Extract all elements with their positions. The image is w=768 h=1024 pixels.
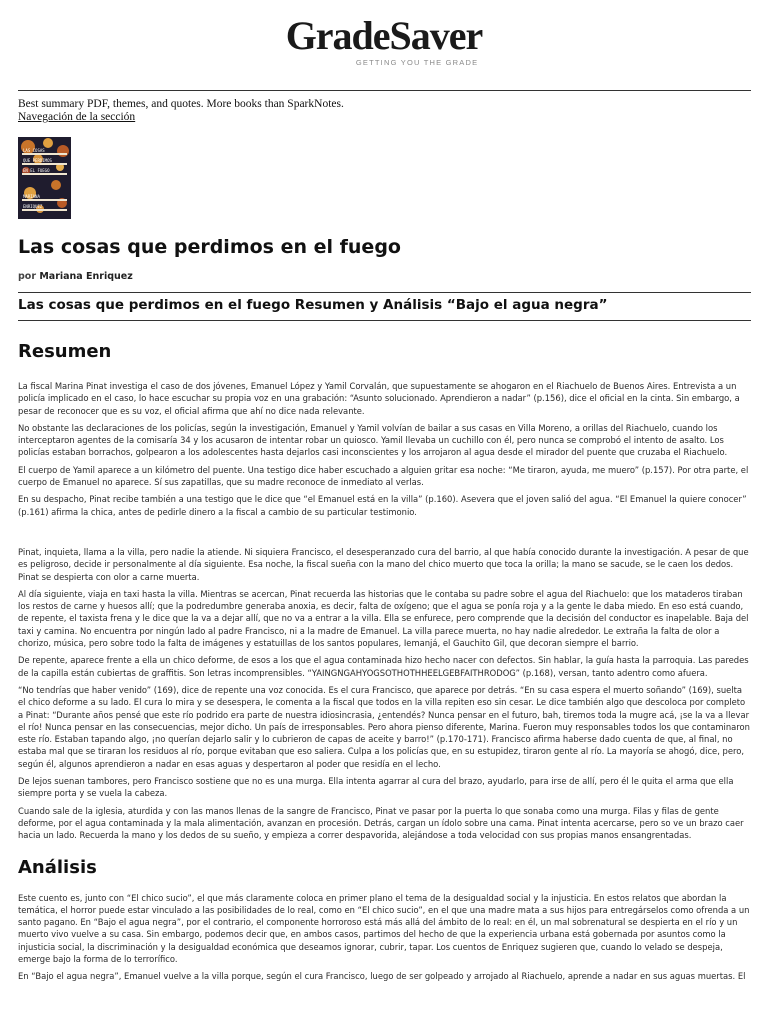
author-link[interactable]: Mariana Enriquez [39, 271, 133, 282]
summary-paragraph: Al día siguiente, viaja en taxi hasta la villa. Mientras se acercan, Pinat recuerda las historias que le contaba su padre sobre el agua del Riachuelo: que los mataderos tiraban los restos de carne y huesos allí; que la podredumbre generaba anoxia, es decir, falta de oxígeno; que el agua se ponía roja y a la gente le daba miedo. En eso está cuando, de repente, el taxista frena y le dice que la va a dejar allí, que no va a entrar a la villa. Ella se enfurece, pero comprende que la decisión del conductor es inapelable. Baja del taxi y camina. No encuentra por ningún lado al padre Francisco, ni a la madre de Emanuel. La villa parece muerta, no hay nadie alrededor. Le extraña la falta de olor a chorizo, música, pero sobre todo la falta de imágenes y estatuillas de los santos populares, Iemanjá, el Gauchito Gil, que decoran siempre el barrio. [18, 588, 749, 649]
section-title: Las cosas que perdimos en el fuego Resumen y Análisis “Bajo el agua negra” [18, 297, 608, 313]
cover-text-4: MARIANA [23, 194, 40, 199]
section-divider-bottom [18, 320, 751, 321]
byline-prefix: por [18, 271, 37, 282]
cover-text-3: EN EL FUEGO [23, 168, 50, 173]
analysis-paragraph: Este cuento es, junto con “El chico sucio”, el que más claramente coloca en primer plano el tema de la desigualdad social y la injusticia. En estos relatos que abordan la temática, el horror puede estar vinculado a las posibilidades de lo real, como en “El chico sucio”, en el que una madre mata a sus hijos para entregárselos como ofrenda a un santo pagano. En “Bajo el agua negra”, por el contrario, el componente horroroso está más allá del ámbito de lo real: en él, un mal sobrenatural se despierta en el río y un muerto vivo vuelve a su casa. Sin embargo, podemos decir que, en ambos casos, partimos del hecho de que la experiencia urbana está gobernada por asuntos como la injusticia social, la discriminación y la desigualdad económica que deseamos ignorar, cubrir, tapar. Los cuentos de Enriquez sugieren que, cuando lo velado se despeja, emerge bajo la forma de lo terrorífico. [18, 892, 750, 964]
summary-paragraph: De lejos suenan tambores, pero Francisco sostiene que no es una murga. Ella intenta agarrar al cura del brazo, ayudarlo, para irse de allí, pero él le quita el arma que ella siempre porta y se vuela la cabeza. [18, 776, 734, 799]
summary-paragraph: “No tendrías que haber venido” (169), dice de repente una voz conocida. Es el cura Francisco, que aparece por detrás. “En su casa espera el muerto soñando” (169), suelta el chico deforme a su lado. El cura lo mira y se desespera, le comenta a la fiscal que todos en la villa repiten eso sin cesar. Le dice también algo que descoloca por completo a Pinat: “Durante años pensé que este río podrido era parte de nuestra idiosincrasia, ¿entendés? Nunca pensar en el futuro, bah, tiremos toda la mugre acá, ¡se la va a llevar el río! Nunca pensar en las consecuencias, mejor dicho. Un país de irresponsables. Pero ahora pienso diferente, Marina. Fueron muy responsables todos los que contaminaron este río. Estaban tapando algo, ¡no querían dejarlo salir y lo cubrieron de capas de aceite y barro!” (p.170-171). Francisco afirma haberse dado cuenta de que, al final, no estaba mal que se tiraran los residuos al río, porque evitaban que eso saliera. Culpa a los policías que, en su estupidez, tiraron gente al río. La mayoría se ahogó, dice, pero, según él, algunos aprendieron a nadar en esas aguas y despertaron al poder que residía en el lecho. [18, 684, 750, 769]
section-divider-top [18, 292, 751, 293]
site-header [0, 14, 768, 76]
cover-text-2: QUE PERDIMOS [23, 158, 52, 163]
summary-paragraph: La fiscal Marina Pinat investiga el caso de dos jóvenes, Emanuel López y Yamil Corvalán, que supuestamente se ahogaron en el Riachuelo de Buenos Aires. Entrevista a un policía implicado en el caso, lo hace escuchar su propia voz en una grabación: “Asunto solucionado. Aprendieron a nadar” (p.156), dice el oficial en la cinta. Sin embargo, a pesar de reconocer que es su voz, el oficial afirma que ahí no dice nada relevante. [18, 381, 740, 416]
book-title: Las cosas que perdimos en el fuego [18, 236, 401, 258]
cover-text-5: ENRIQUEZ [23, 204, 43, 209]
book-cover-image[interactable] [18, 137, 71, 219]
analysis-heading: Análisis [18, 856, 97, 878]
summary-paragraph: No obstante las declaraciones de los policías, según la investigación, Emanuel y Yamil volvían de bailar a sus casas en Villa Moreno, a orillas del Riachuelo, cuando los interceptaron agentes de la comisaría 34 y los acusaron de intentar robar un quiosco. Yamil llevaba un cuchillo con él, pero nunca se comprobó el intento de asalto. Los policías estaban borrachos, golpearon a los adolescentes hasta dejarlos casi inconscientes y los arrojaron al agua desde el mirador del puente que cruzaba el Riachuelo. [18, 422, 728, 458]
summary-paragraph: De repente, aparece frente a ella un chico deforme, de esos a los que el agua contaminada hizo hecho nacer con defectos. Sin hablar, la guía hasta la parroquia. Las paredes de la capilla están cubiertas de graffitis. Son letras incomprensibles. “YAINGNGAHYOGSOTHOTHHEELGEBFAITHRODOG” (p.168), versan, tanto adentro como afuera. [18, 655, 749, 678]
summary-paragraph: El cuerpo de Yamil aparece a un kilómetro del puente. Una testigo dice haber escuchado a alguien gritar esa noche: “Me tiraron, ayuda, me muero” (p.157). Por otra parte, el cuerpo de Emanuel no aparece. Sí sus zapatillas, que su madre reconoce de inmediato al verlas. [18, 464, 749, 488]
analysis-paragraph: En “Bajo el agua negra”, Emanuel vuelve a la villa porque, según el cura Francisco, luego de ser golpeado y arrojado al Riachuelo, aprende a nadar en sus aguas muertas. El [18, 971, 746, 982]
logo-text: GradeSaver [285, 13, 483, 58]
summary-paragraph: Pinat, inquieta, llama a la villa, pero nadie la atiende. Ni siquiera Francisco, el desesperanzado cura del barrio, al que había conocido durante la investigación. A pesar de que es peligroso, decide ir personalmente al día siguiente. Esa noche, la fiscal sueña con la mano del chico muerto que toca la orilla; la mano se sacude, se le caen los dedos. Pinat se despierta con olor a carne muerta. [18, 546, 749, 582]
section-navigation-link[interactable]: Navegación de la sección [18, 111, 136, 123]
logo-tagline: GETTING YOU THE GRADE [355, 58, 479, 67]
promo-text: Best summary PDF, themes, and quotes. More books than SparkNotes. [18, 98, 344, 110]
cover-text-1: LAS COSAS [23, 148, 45, 153]
summary-paragraph: En su despacho, Pinat recibe también a una testigo que le dice que “el Emanuel está en la villa” (p.160). Asevera que el joven salió del agua. “El Emanuel la quiere conocer” (p.161) afirma la chica, antes de pedirle dinero a la fiscal a cambio de su particular testimonio. [18, 494, 747, 517]
byline [18, 271, 133, 282]
header-divider [18, 90, 751, 91]
summary-paragraph: Cuando sale de la iglesia, aturdida y con las manos llenas de la sangre de Francisco, Pinat ve pasar por la puerta lo que sonaba como una murga. Filas y filas de gente deforme, por el agua contaminada y la mala alimentación, avanzan en procesión. Detrás, cargan un ídolo sobre una cama. Pinat intenta acercarse, pero so ve un brazo caer hacia un lado. Recuerda la mano y los dedos de su sueño, y empieza a correr despavorida, alejándose a toda velocidad con sus propias manos ensangrentadas. [18, 805, 744, 841]
article-body [18, 334, 751, 988]
gradesaver-logo[interactable] [285, 13, 483, 67]
summary-heading: Resumen [18, 341, 112, 362]
